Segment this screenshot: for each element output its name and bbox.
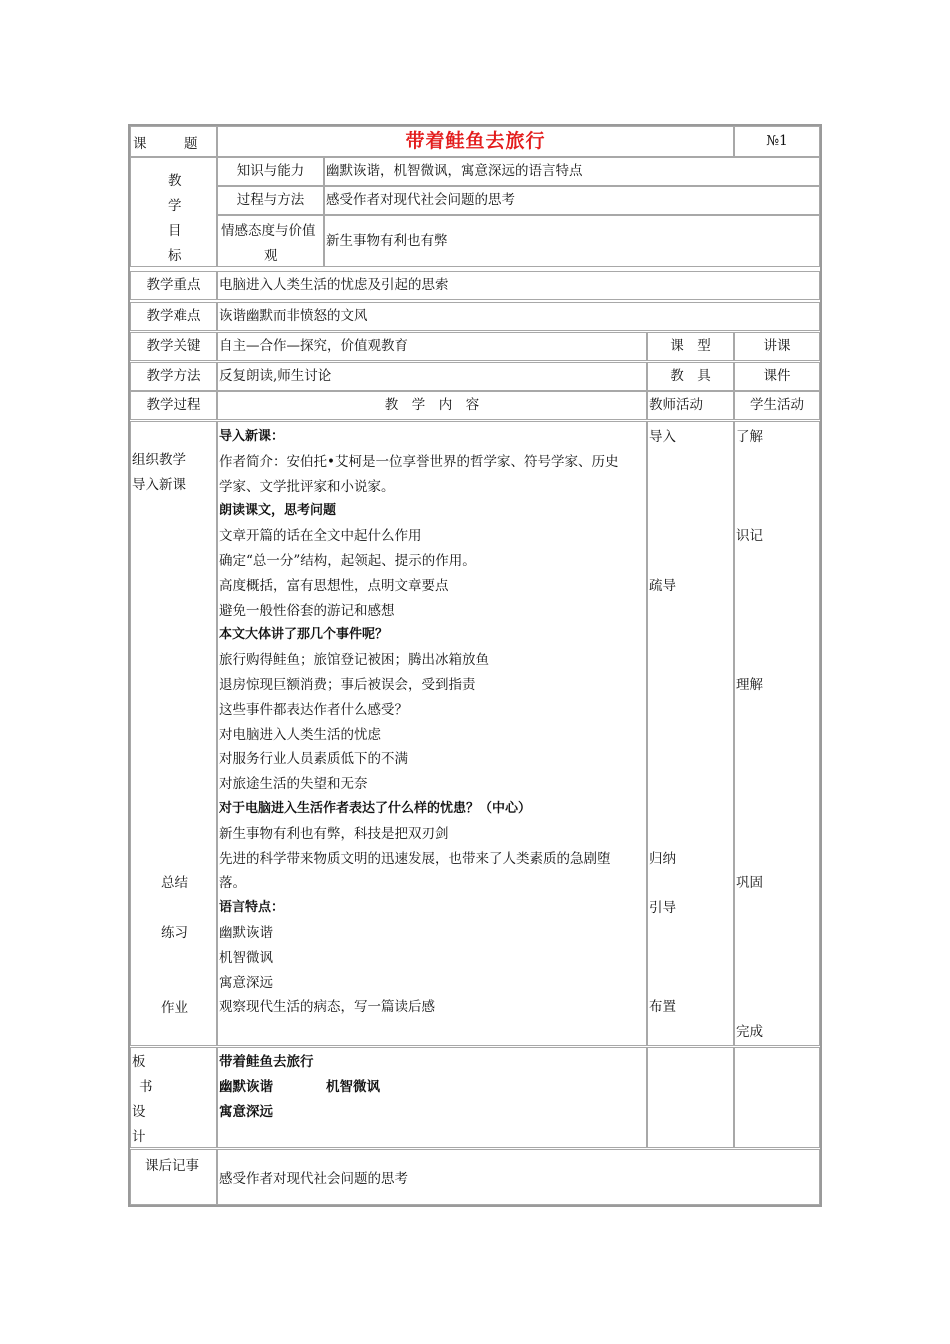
lesson-type-value-cell [734,332,820,361]
board-line-3: 寓意深远 [219,1104,273,1120]
notes-content: 感受作者对现代社会问题的思考 [219,1171,408,1187]
process-stage-cell [130,421,217,1046]
student-activity: 识记 [736,528,763,545]
lesson-type-value: 讲课 [763,338,791,355]
key-label: 教学关键 [146,338,201,355]
process-content-line: 观察现代生活的病态，写一篇读后感 [219,999,435,1016]
objective-content: 新生事物有利也有弊 [326,232,448,249]
topic-label-cell [130,126,217,157]
objective-content-cell [324,186,820,215]
method-label-cell [130,362,217,391]
teacher-activity-header-cell [647,391,734,420]
key-point-content: 电脑进入人类生活的忧虑及引起的思索 [219,277,449,294]
board-label-char: 书 [139,1079,153,1095]
teaching-aid-value-cell [734,362,820,391]
objective-content: 幽默诙谐，机智微讽，寓意深远的语言特点 [326,163,583,180]
board-line-2b: 机智微讽 [326,1079,380,1095]
difficulty-content: 诙谐幽默而非愤怒的文风 [219,308,368,325]
process-content-line: 幽默诙谐 [219,924,273,941]
lesson-title: 带着鲑鱼去旅行 [405,130,546,153]
student-activity-header: 学生活动 [750,397,804,414]
process-content-line: 朗读课文，思考问题 [219,503,337,519]
process-content-cell [217,421,647,1046]
objective-content: 感受作者对现代社会问题的思考 [326,192,515,209]
board-student-cell [734,1047,820,1148]
teacher-activity: 导入 [649,429,676,445]
teacher-activity: 归纳 [649,850,676,867]
board-content-cell [217,1047,647,1148]
key-point-content-cell [217,271,820,300]
board-line-1: 带着鲑鱼去旅行 [219,1054,314,1070]
key-content: 自主—合作—探究，价值观教育 [219,338,408,355]
lesson-type-label-cell [647,332,734,361]
objectives-label-char: 教 [168,173,182,189]
topic-label-char-1: 课 [133,136,147,152]
process-content-line: 对于电脑进入生活作者表达了什么样的忧患？（中心） [219,800,532,816]
process-content-line: 旅行购得鲑鱼；旅馆登记被困；腾出冰箱放鱼 [219,652,489,669]
student-activity: 了解 [736,429,763,445]
process-content-line: 退房惊现巨额消费；事后被误会，受到指责 [219,676,476,693]
lesson-number: №1 [766,133,788,150]
teaching-aid-value: 课件 [763,368,791,385]
stage-practice-label: 练习 [161,925,188,941]
board-label-char: 计 [132,1129,146,1145]
teaching-aid-label: 教 具 [670,368,711,385]
stage-summary-label: 总结 [161,875,188,891]
lesson-plan-table [128,124,822,1207]
key-content-cell [217,332,647,361]
objective-category: 过程与方法 [236,192,305,209]
notes-label: 课后记事 [145,1158,199,1174]
process-content-line: 新生事物有利也有弊，科技是把双刃剑 [219,825,449,842]
process-label: 教学过程 [146,397,201,414]
process-content-line: 先进的科学带来物质文明的迅速发展，也带来了人类素质的急剧堕 [219,850,611,867]
process-content-line: 对服务行业人员素质低下的不满 [219,751,408,768]
process-content-line: 学家、文学批评家和小说家。 [219,478,395,495]
notes-label-cell [130,1149,217,1205]
method-content: 反复朗读,师生讨论 [219,368,332,385]
student-activity: 巩固 [736,875,763,892]
process-content-line: 机智微讽 [219,949,273,966]
student-activity: 理解 [736,677,763,693]
objective-category-line1: 情感态度与价值 [221,223,316,239]
process-content-line: 语言特点： [219,900,285,916]
objective-category-cell [217,186,324,215]
process-content-line: 确定“总一分”结构，起领起、提示的作用。 [219,552,476,569]
process-content-line: 对旅途生活的失望和无奈 [219,776,368,793]
stage-homework-label: 作业 [161,1000,188,1016]
teaching-aid-label-cell [647,362,734,391]
process-content-line: 避免一般性俗套的游记和感想 [219,602,395,619]
process-content-line: 高度概括，富有思想性，点明文章要点 [219,577,449,594]
student-activity: 完成 [736,1024,763,1041]
board-line-2a: 幽默诙谐 [219,1079,273,1095]
process-content-line: 对电脑进入人类生活的忧虑 [219,726,381,743]
objective-category-cell [217,157,324,186]
teacher-activity-cell [647,421,734,1046]
notes-content-cell [217,1149,820,1205]
difficulty-content-cell [217,302,820,331]
teacher-activity: 引导 [649,900,676,917]
objective-category-line2: 观 [264,248,278,264]
key-point-label: 教学重点 [146,277,201,294]
student-activity-header-cell [734,391,820,420]
stage-label: 导入新课 [132,477,186,493]
stage-label: 组织教学 [132,452,186,468]
process-content-line: 作者简介：安伯托•艾柯是一位享誉世界的哲学家、符号学家、历史 [219,453,619,470]
board-label-char: 板 [132,1054,146,1070]
objectives-label-char: 目 [168,223,182,239]
difficulty-label: 教学难点 [146,308,201,325]
process-content-line: 这些事件都表达作者什么感受？ [219,701,408,718]
difficulty-label-cell [130,302,217,331]
board-teacher-cell [647,1047,734,1148]
objectives-label-cell [130,157,217,267]
objectives-label-char: 学 [168,198,182,214]
process-label-cell [130,391,217,420]
process-content-header: 教 学 内 容 [384,397,480,414]
process-content-line: 文章开篇的话在全文中起什么作用 [219,528,422,545]
teacher-activity: 疏导 [649,577,676,594]
board-label-char: 设 [132,1104,146,1120]
objectives-label-char: 标 [168,248,182,264]
objective-category-cell [217,215,324,267]
key-label-cell [130,332,217,361]
process-content-line: 寓意深远 [219,974,273,991]
teacher-activity-header: 教师活动 [649,397,703,414]
process-content-line: 本文大体讲了那几个事件呢？ [219,627,389,643]
title-cell [217,126,734,157]
objective-category: 知识与能力 [236,163,305,180]
objective-content-cell [324,157,820,186]
method-label: 教学方法 [146,368,201,385]
key-point-label-cell [130,271,217,300]
lesson-type-label: 课 型 [670,338,711,355]
lesson-number-cell [734,126,820,157]
objective-content-cell [324,215,820,267]
topic-label-char-2: 题 [184,136,198,152]
method-content-cell [217,362,647,391]
process-content-line: 落。 [219,875,246,892]
board-label-cell [130,1047,217,1148]
teacher-activity: 布置 [649,999,676,1016]
student-activity-cell [734,421,820,1046]
process-content-header-cell [217,391,647,420]
process-content-line: 导入新课： [219,429,285,444]
